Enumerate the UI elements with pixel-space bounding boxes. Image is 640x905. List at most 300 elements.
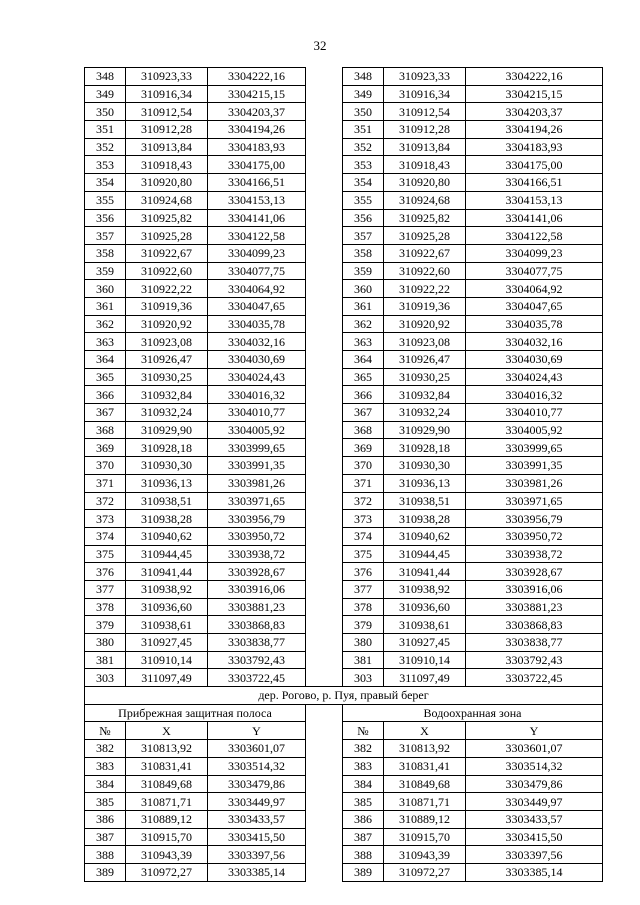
point-number-right: 384 xyxy=(343,775,384,793)
coord-x-left: 310926,47 xyxy=(126,351,208,369)
point-number-right: 377 xyxy=(343,580,384,598)
coord-y-right: 3304030,69 xyxy=(466,351,603,369)
column-gap xyxy=(306,545,343,563)
coord-y-left: 3304215,15 xyxy=(208,85,306,103)
point-number-left: 374 xyxy=(85,527,126,545)
column-gap xyxy=(306,704,343,722)
coord-x-left: 310913,84 xyxy=(126,138,208,156)
coord-x-left: 310938,61 xyxy=(126,616,208,634)
column-gap xyxy=(306,457,343,475)
column-gap xyxy=(306,651,343,669)
point-number-left: 376 xyxy=(85,563,126,581)
point-number-right: 388 xyxy=(343,846,384,864)
coord-x-left: 310928,18 xyxy=(126,439,208,457)
coord-y-left: 3304030,69 xyxy=(208,351,306,369)
coord-x-right: 310831,41 xyxy=(384,757,466,775)
coord-x-left: 310941,44 xyxy=(126,563,208,581)
column-gap xyxy=(306,510,343,528)
coord-y-right: 3304005,92 xyxy=(466,421,603,439)
coord-x-right: 310916,34 xyxy=(384,85,466,103)
table-row xyxy=(85,297,603,315)
coord-x-right: 310918,43 xyxy=(384,156,466,174)
coord-y-left: 3303514,32 xyxy=(208,757,306,775)
point-number-left: 371 xyxy=(85,474,126,492)
coord-y-left: 3303868,83 xyxy=(208,616,306,634)
coord-x-left: 310972,27 xyxy=(126,863,208,881)
table-row xyxy=(85,457,603,475)
column-gap xyxy=(306,103,343,121)
coord-x-right: 310943,39 xyxy=(384,846,466,864)
coord-x-right: 310925,28 xyxy=(384,227,466,245)
coord-y-right: 3303479,86 xyxy=(466,775,603,793)
coord-x-left: 310938,51 xyxy=(126,492,208,510)
coord-x-left: 310922,67 xyxy=(126,244,208,262)
coord-y-right: 3303971,65 xyxy=(466,492,603,510)
coord-x-left: 310831,41 xyxy=(126,757,208,775)
coord-y-right: 3304222,16 xyxy=(466,68,603,86)
coord-y-left: 3304047,65 xyxy=(208,297,306,315)
coord-y-left: 3304005,92 xyxy=(208,421,306,439)
point-number-right: 366 xyxy=(343,386,384,404)
coord-y-right: 3303514,32 xyxy=(466,757,603,775)
point-number-right: 383 xyxy=(343,757,384,775)
coord-x-right: 310923,08 xyxy=(384,333,466,351)
coord-x-right: 310938,61 xyxy=(384,616,466,634)
coord-y-left: 3304153,13 xyxy=(208,191,306,209)
point-number-left: 351 xyxy=(85,121,126,139)
table-row xyxy=(85,634,603,652)
coord-x-right: 310940,62 xyxy=(384,527,466,545)
coord-x-right: 310915,70 xyxy=(384,828,466,846)
point-number-left: 388 xyxy=(85,846,126,864)
point-number-left: 382 xyxy=(85,740,126,758)
point-number-right: 374 xyxy=(343,527,384,545)
coord-x-right: 310889,12 xyxy=(384,810,466,828)
table-row xyxy=(85,598,603,616)
coord-x-right: 310926,47 xyxy=(384,351,466,369)
coord-y-left: 3303722,45 xyxy=(208,669,306,687)
coord-x-left: 310938,28 xyxy=(126,510,208,528)
column-gap xyxy=(306,580,343,598)
coord-y-right: 3303792,43 xyxy=(466,651,603,669)
column-gap xyxy=(306,810,343,828)
coord-y-left: 3304175,00 xyxy=(208,156,306,174)
coord-x-left: 310912,28 xyxy=(126,121,208,139)
coord-x-right: 310910,14 xyxy=(384,651,466,669)
coord-y-right: 3303928,67 xyxy=(466,563,603,581)
table-row xyxy=(85,404,603,422)
table-row xyxy=(85,368,603,386)
coord-x-left: 310918,43 xyxy=(126,156,208,174)
column-gap xyxy=(306,846,343,864)
coord-y-left: 3303956,79 xyxy=(208,510,306,528)
header-y-left: Y xyxy=(208,722,306,740)
coord-x-right: 310938,28 xyxy=(384,510,466,528)
column-gap xyxy=(306,227,343,245)
coord-y-left: 3304166,51 xyxy=(208,174,306,192)
point-number-right: 356 xyxy=(343,209,384,227)
column-gap xyxy=(306,863,343,881)
column-gap xyxy=(306,351,343,369)
table-row xyxy=(85,138,603,156)
point-number-left: 381 xyxy=(85,651,126,669)
coord-x-left: 310889,12 xyxy=(126,810,208,828)
point-number-right: 386 xyxy=(343,810,384,828)
coord-y-right: 3303385,14 xyxy=(466,863,603,881)
point-number-left: 366 xyxy=(85,386,126,404)
table-row xyxy=(85,439,603,457)
column-gap xyxy=(306,191,343,209)
coord-y-right: 3304175,00 xyxy=(466,156,603,174)
coord-x-left: 310940,62 xyxy=(126,527,208,545)
coord-y-left: 3303433,57 xyxy=(208,810,306,828)
table-row xyxy=(85,191,603,209)
coord-y-right: 3303916,06 xyxy=(466,580,603,598)
coord-y-left: 3303397,56 xyxy=(208,846,306,864)
point-number-left: 352 xyxy=(85,138,126,156)
coord-x-left: 310912,54 xyxy=(126,103,208,121)
table-row xyxy=(85,846,603,864)
point-number-left: 355 xyxy=(85,191,126,209)
coord-x-left: 310930,30 xyxy=(126,457,208,475)
table-row xyxy=(85,244,603,262)
point-number-left: 362 xyxy=(85,315,126,333)
table-row xyxy=(85,563,603,581)
point-number-right: 370 xyxy=(343,457,384,475)
coord-x-right: 310922,60 xyxy=(384,262,466,280)
coord-y-right: 3303397,56 xyxy=(466,846,603,864)
coord-y-left: 3304032,16 xyxy=(208,333,306,351)
point-number-left: 350 xyxy=(85,103,126,121)
coord-x-right: 310932,24 xyxy=(384,404,466,422)
point-number-right: 381 xyxy=(343,651,384,669)
coord-y-right: 3304035,78 xyxy=(466,315,603,333)
point-number-right: 375 xyxy=(343,545,384,563)
point-number-right: 352 xyxy=(343,138,384,156)
coord-y-left: 3304010,77 xyxy=(208,404,306,422)
coord-x-left: 310871,71 xyxy=(126,793,208,811)
table-row xyxy=(85,492,603,510)
coord-x-right: 310932,84 xyxy=(384,386,466,404)
coord-x-left: 310919,36 xyxy=(126,297,208,315)
coord-y-left: 3304077,75 xyxy=(208,262,306,280)
table-row xyxy=(85,174,603,192)
coord-x-left: 310927,45 xyxy=(126,634,208,652)
coord-y-right: 3303881,23 xyxy=(466,598,603,616)
coord-y-left: 3303916,06 xyxy=(208,580,306,598)
coord-x-left: 310936,60 xyxy=(126,598,208,616)
column-gap xyxy=(306,297,343,315)
coord-y-right: 3303938,72 xyxy=(466,545,603,563)
coord-y-left: 3303881,23 xyxy=(208,598,306,616)
coord-x-left: 310923,08 xyxy=(126,333,208,351)
coord-y-left: 3304024,43 xyxy=(208,368,306,386)
column-gap xyxy=(306,280,343,298)
coord-x-right: 310925,82 xyxy=(384,209,466,227)
coord-x-left: 310932,84 xyxy=(126,386,208,404)
coord-x-left: 310930,25 xyxy=(126,368,208,386)
coord-y-left: 3304141,06 xyxy=(208,209,306,227)
point-number-right: 380 xyxy=(343,634,384,652)
coord-x-left: 310923,33 xyxy=(126,68,208,86)
point-number-right: 358 xyxy=(343,244,384,262)
coord-y-left: 3304194,26 xyxy=(208,121,306,139)
left-subtitle: Прибрежная защитная полоса xyxy=(85,704,306,722)
coord-y-right: 3303433,57 xyxy=(466,810,603,828)
column-gap xyxy=(306,85,343,103)
table-row xyxy=(85,351,603,369)
point-number-left: 368 xyxy=(85,421,126,439)
coord-x-right: 310972,27 xyxy=(384,863,466,881)
point-number-right: 350 xyxy=(343,103,384,121)
coord-x-right: 310936,13 xyxy=(384,474,466,492)
column-gap xyxy=(306,757,343,775)
point-number-right: 389 xyxy=(343,863,384,881)
coord-y-right: 3303950,72 xyxy=(466,527,603,545)
coord-x-right: 310938,92 xyxy=(384,580,466,598)
column-gap xyxy=(306,68,343,86)
coord-x-left: 310920,92 xyxy=(126,315,208,333)
coord-y-right: 3304141,06 xyxy=(466,209,603,227)
coord-y-left: 3303999,65 xyxy=(208,439,306,457)
coord-x-right: 310928,18 xyxy=(384,439,466,457)
coord-x-right: 310929,90 xyxy=(384,421,466,439)
header-number-left: № xyxy=(85,722,126,740)
coord-x-right: 310936,60 xyxy=(384,598,466,616)
point-number-right: 385 xyxy=(343,793,384,811)
coord-y-left: 3304122,58 xyxy=(208,227,306,245)
coord-y-right: 3304153,13 xyxy=(466,191,603,209)
table-row xyxy=(85,828,603,846)
table-row xyxy=(85,421,603,439)
coord-x-left: 310938,92 xyxy=(126,580,208,598)
column-gap xyxy=(306,209,343,227)
point-number-right: 365 xyxy=(343,368,384,386)
point-number-left: 361 xyxy=(85,297,126,315)
point-number-left: 356 xyxy=(85,209,126,227)
column-gap xyxy=(306,775,343,793)
table-row xyxy=(85,616,603,634)
table-row xyxy=(85,651,603,669)
coord-y-left: 3303950,72 xyxy=(208,527,306,545)
coord-x-left: 310924,68 xyxy=(126,191,208,209)
coord-y-right: 3303415,50 xyxy=(466,828,603,846)
coord-y-left: 3303981,26 xyxy=(208,474,306,492)
coord-x-left: 310920,80 xyxy=(126,174,208,192)
coord-y-left: 3303479,86 xyxy=(208,775,306,793)
table-row xyxy=(85,510,603,528)
point-number-right: 349 xyxy=(343,85,384,103)
column-gap xyxy=(306,474,343,492)
column-gap xyxy=(306,262,343,280)
point-number-right: 371 xyxy=(343,474,384,492)
coord-y-right: 3304010,77 xyxy=(466,404,603,422)
coord-y-left: 3303415,50 xyxy=(208,828,306,846)
point-number-left: 349 xyxy=(85,85,126,103)
coord-y-right: 3304047,65 xyxy=(466,297,603,315)
section-header xyxy=(85,687,603,740)
table-row xyxy=(85,810,603,828)
point-number-left: 380 xyxy=(85,634,126,652)
coord-x-left: 310915,70 xyxy=(126,828,208,846)
coord-x-left: 310925,82 xyxy=(126,209,208,227)
coord-x-right: 310930,25 xyxy=(384,368,466,386)
table-row xyxy=(85,793,603,811)
table-row xyxy=(85,386,603,404)
coord-x-right: 310871,71 xyxy=(384,793,466,811)
coord-x-right: 310920,80 xyxy=(384,174,466,192)
point-number-left: 375 xyxy=(85,545,126,563)
coord-y-right: 3303449,97 xyxy=(466,793,603,811)
point-number-left: 359 xyxy=(85,262,126,280)
coord-y-left: 3304064,92 xyxy=(208,280,306,298)
column-gap xyxy=(306,121,343,139)
coord-x-left: 310929,90 xyxy=(126,421,208,439)
point-number-left: 387 xyxy=(85,828,126,846)
table-row xyxy=(85,156,603,174)
point-number-right: 357 xyxy=(343,227,384,245)
point-number-right: 368 xyxy=(343,421,384,439)
column-gap xyxy=(306,244,343,262)
coord-x-left: 310922,22 xyxy=(126,280,208,298)
point-number-right: 372 xyxy=(343,492,384,510)
column-gap xyxy=(306,404,343,422)
table-row xyxy=(85,527,603,545)
coord-x-left: 310932,24 xyxy=(126,404,208,422)
point-number-right: 348 xyxy=(343,68,384,86)
coord-y-right: 3304016,32 xyxy=(466,386,603,404)
column-gap xyxy=(306,174,343,192)
column-gap xyxy=(306,315,343,333)
coord-x-right: 310922,67 xyxy=(384,244,466,262)
coord-y-left: 3303449,97 xyxy=(208,793,306,811)
column-gap xyxy=(306,793,343,811)
table-row xyxy=(85,669,603,687)
point-number-right: 367 xyxy=(343,404,384,422)
column-gap xyxy=(306,669,343,687)
coord-x-right: 311097,49 xyxy=(384,669,466,687)
column-gap xyxy=(306,156,343,174)
coord-x-left: 310916,34 xyxy=(126,85,208,103)
point-number-left: 378 xyxy=(85,598,126,616)
point-number-left: 377 xyxy=(85,580,126,598)
coord-y-left: 3303971,65 xyxy=(208,492,306,510)
point-number-left: 303 xyxy=(85,669,126,687)
coord-y-right: 3304024,43 xyxy=(466,368,603,386)
point-number-left: 370 xyxy=(85,457,126,475)
right-subtitle: Водоохранная зона xyxy=(343,704,603,722)
coordinates-bottom-rows xyxy=(85,740,603,882)
coord-y-left: 3304203,37 xyxy=(208,103,306,121)
coord-y-right: 3304203,37 xyxy=(466,103,603,121)
coord-y-right: 3303981,26 xyxy=(466,474,603,492)
column-gap xyxy=(306,138,343,156)
table-row xyxy=(85,68,603,86)
coord-y-left: 3304183,93 xyxy=(208,138,306,156)
coord-y-left: 3303938,72 xyxy=(208,545,306,563)
header-x-left: X xyxy=(126,722,208,740)
coord-x-right: 310927,45 xyxy=(384,634,466,652)
header-number-right: № xyxy=(343,722,384,740)
table-row xyxy=(85,545,603,563)
point-number-left: 358 xyxy=(85,244,126,262)
table-row xyxy=(85,740,603,758)
coord-x-right: 310930,30 xyxy=(384,457,466,475)
column-gap xyxy=(306,421,343,439)
column-gap xyxy=(306,527,343,545)
coord-y-left: 3303792,43 xyxy=(208,651,306,669)
table-row xyxy=(85,209,603,227)
coord-x-right: 310912,54 xyxy=(384,103,466,121)
point-number-left: 364 xyxy=(85,351,126,369)
point-number-right: 354 xyxy=(343,174,384,192)
column-gap xyxy=(306,740,343,758)
header-y-right: Y xyxy=(466,722,603,740)
coord-x-left: 310922,60 xyxy=(126,262,208,280)
coord-y-right: 3303838,77 xyxy=(466,634,603,652)
point-number-left: 385 xyxy=(85,793,126,811)
column-gap xyxy=(306,634,343,652)
point-number-right: 363 xyxy=(343,333,384,351)
point-number-right: 361 xyxy=(343,297,384,315)
coord-x-left: 310813,92 xyxy=(126,740,208,758)
table-row xyxy=(85,121,603,139)
coord-y-right: 3303868,83 xyxy=(466,616,603,634)
table-row xyxy=(85,775,603,793)
coord-x-right: 310938,51 xyxy=(384,492,466,510)
coord-y-left: 3304222,16 xyxy=(208,68,306,86)
coord-x-left: 310944,45 xyxy=(126,545,208,563)
point-number-right: 303 xyxy=(343,669,384,687)
point-number-right: 355 xyxy=(343,191,384,209)
column-gap xyxy=(306,563,343,581)
coord-x-left: 311097,49 xyxy=(126,669,208,687)
coord-y-left: 3303385,14 xyxy=(208,863,306,881)
coordinates-top-rows xyxy=(85,68,603,687)
column-gap xyxy=(306,386,343,404)
table-row xyxy=(85,262,603,280)
table-row xyxy=(85,315,603,333)
coord-x-right: 310919,36 xyxy=(384,297,466,315)
coord-y-right: 3303722,45 xyxy=(466,669,603,687)
point-number-right: 369 xyxy=(343,439,384,457)
point-number-right: 373 xyxy=(343,510,384,528)
column-gap xyxy=(306,616,343,634)
coord-y-right: 3303956,79 xyxy=(466,510,603,528)
coord-y-left: 3303991,35 xyxy=(208,457,306,475)
column-gap xyxy=(306,828,343,846)
page-number: 32 xyxy=(313,38,327,53)
coord-y-right: 3304215,15 xyxy=(466,85,603,103)
coord-y-left: 3303601,07 xyxy=(208,740,306,758)
coord-y-right: 3303601,07 xyxy=(466,740,603,758)
point-number-left: 357 xyxy=(85,227,126,245)
column-gap xyxy=(306,722,343,740)
table-row xyxy=(85,280,603,298)
table-row xyxy=(85,333,603,351)
point-number-left: 363 xyxy=(85,333,126,351)
coord-x-right: 310944,45 xyxy=(384,545,466,563)
coord-x-left: 310910,14 xyxy=(126,651,208,669)
point-number-right: 378 xyxy=(343,598,384,616)
point-number-right: 387 xyxy=(343,828,384,846)
point-number-left: 369 xyxy=(85,439,126,457)
coord-y-right: 3304122,58 xyxy=(466,227,603,245)
column-gap xyxy=(306,492,343,510)
point-number-right: 376 xyxy=(343,563,384,581)
table-row xyxy=(85,580,603,598)
coord-x-right: 310924,68 xyxy=(384,191,466,209)
